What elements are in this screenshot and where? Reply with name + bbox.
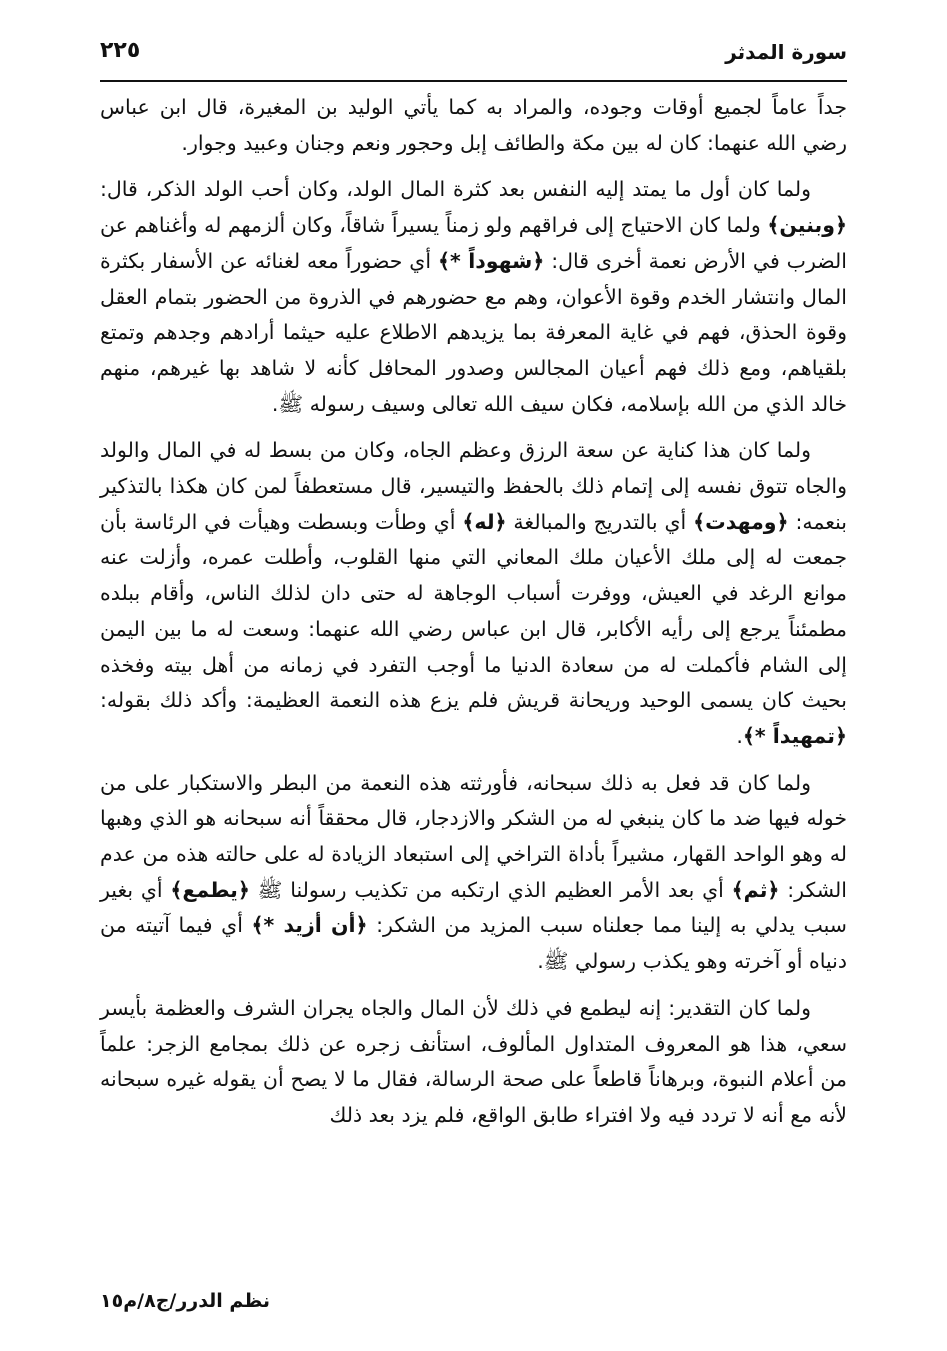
paragraph <box>100 172 847 422</box>
quran-quote: ﴿ومهدت﴾ <box>693 509 789 534</box>
quran-quote: ﴿له﴾ <box>462 509 507 534</box>
text-segment: أي حضوراً معه لغنائه عن الأسفار بكثرة المال وانتشار الخدم وقوة الأعوان، وهم مع حضورهم في الذروة من الحضور بتمام العقل وقوة الحذق، فهم في غاية المعرفة بما يزيدهم الاطلاع عليه حيثما أرادهم وجدهم وتمتع بلقياهم، ومع ذلك فهم أعيان المجالس وصدور المحافل كأنه لا شاهد بها غيرهم، منهم خالد الذي من الله بإسلامه، فكان سيف الله تعالى وسيف رسوله ﷺ. <box>100 248 847 416</box>
text-segment: ولما كان الاحتياج إلى فراقهم ولو زمناً يسيراً شاقاً، وكان ألزمهم له وأغناهم عن الضرب في الأرض نعمة أخرى قال: <box>100 213 847 273</box>
page-number: ٢٢٥ <box>100 38 141 63</box>
text-segment: ولما كان هذا كناية عن سعة الرزق وعظم الجاه، وكان من بسط له في المال والولد والجاه تتوق نفسه إلى إتمام ذلك بالحفظ والتيسير، قال مستعطفاً لمن كان هكذا بالتذكير بنعمه: <box>100 438 847 534</box>
paragraph <box>100 90 847 161</box>
quran-quote: ﴿شهوداً *﴾ <box>437 248 545 273</box>
text-segment: أي وطأت وبسطت وهيأت في الرئاسة بأن جمعت له إلى ملك الأعيان ملك المعاني التي منها القلوب، وأطلت عمره، وأزلت عنه موانع الرغد في العيش، ووفرت أسباب الوجاهة له حتى دان لذلك الناس، وأقام ببلده مطمئناً يرجع إلى رأيه الأكابر، قال ابن عباس رضي الله عنهما: وسعت له ما بين اليمن إلى الشام فأكملت له من سعادة الدنيا ما أوجب التفرد في زمانه من أهل بيته وفخذه بحيث كان يسمى الوحيد وريحانة قريش فلم يزع هذه النعمة العظيمة: وأكد ذلك بقوله: <box>100 509 847 713</box>
text-segment: أي بالتدريج والمبالغة <box>506 509 694 534</box>
quran-quote: ﴿وبنين﴾ <box>767 213 847 238</box>
quran-quote: ﴿تمهيداً *﴾ <box>742 723 847 748</box>
running-head <box>100 36 847 72</box>
paragraph <box>100 766 847 980</box>
quran-quote: ﴿ثم﴾ <box>731 877 780 902</box>
quran-quote: ﴿أن أزيد *﴾ <box>251 913 368 938</box>
text-segment: ولما كان قد فعل به ذلك سبحانه، فأورثته هذه النعمة من البطر والاستكبار على من خوله فيها ضد ما كان ينبغي له من الشكر والازدجار، قال محققاً أنه سبحانه هو الذي وهبها له وهو الواحد القهار، مشيراً بأداة التراخي إلى استبعاد الزيادة له على حالته هذه من عدم الشكر: <box>100 770 847 902</box>
header-rule <box>100 80 847 82</box>
quran-quote: ﴿يطمع﴾ <box>170 877 250 902</box>
surah-title: سورة المدثر <box>725 40 847 64</box>
paragraph <box>100 433 847 754</box>
body-text <box>100 90 847 1145</box>
footer-signature: نظم الدرر/ج٨/م١٥ <box>100 1290 270 1312</box>
text-segment: ولما كان أول ما يمتد إليه النفس بعد كثرة المال الولد، وكان أحب الولد الذكر، قال: <box>100 177 811 202</box>
text-segment: . <box>736 723 743 748</box>
text-segment: أي فيما آتيته من دنياه أو آخرته وهو يكذب رسولي ﷺ. <box>100 913 847 974</box>
text-segment: أي بعد الأمر العظيم الذي ارتكبه من تكذيب رسولنا ﷺ <box>249 877 732 902</box>
text-segment: ولما كان التقدير: إنه ليطمع في ذلك لأن المال والجاه يجران الشرف والعظمة بأيسر سعي، هذا هو المعروف المتداول المألوف، استأنف زجره عن ذلك بمجامع الزجر: علماً من أعلام النبوة، وبرهاناً قاطعاً على صحة الرسالة، فقال ما لا يصح أن يقوله غيره سبحانه لأنه مع أنه لا تردد فيه ولا افتراء طابق الواقع، فلم يزد بعد ذلك <box>100 995 847 1127</box>
paragraph <box>100 991 847 1134</box>
text-segment: أي بغير سبب يدلي به إلينا مما جعلناه سبب المزيد من الشكر: <box>100 877 847 938</box>
text-segment: جداً عاماً لجميع أوقات وجوده، والمراد به كما يأتي الوليد بن المغيرة، قال ابن عباس رضي الله عنهما: كان له بين مكة والطائف إبل وحجور ونعم وجنان وعبيد وجوار. <box>100 95 847 155</box>
